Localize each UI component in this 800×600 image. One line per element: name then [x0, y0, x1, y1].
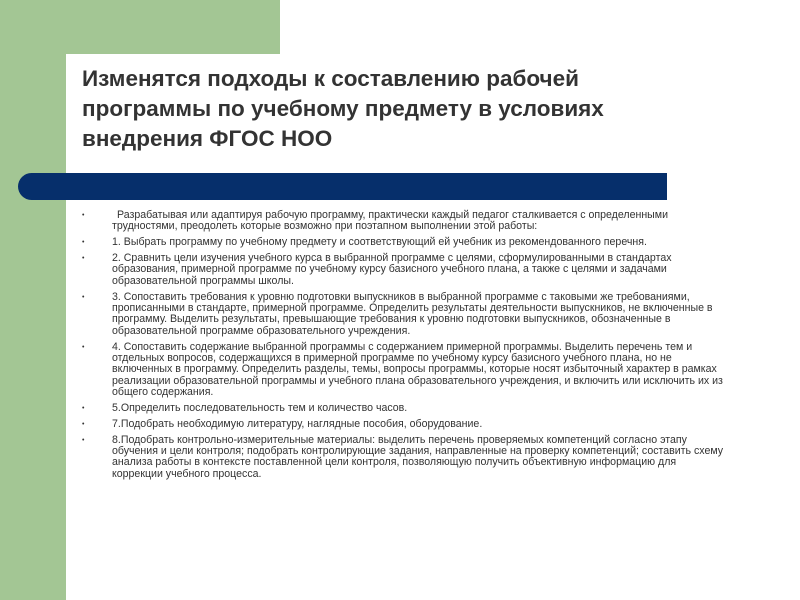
bullet-text: 5.Определить последовательность тем и количество часов.: [112, 402, 408, 415]
bullet-text: 4. Сопоставить содержание выбранной программы с содержанием примерной программы. Выделить перечень тем и отдельных вопросов, содержащихся в примерной программе по учебному курсу базисного учебного плана, но не включенных в программу. Определить разделы, темы, вопросы программы, которые носят избыточный характер в рамках реализации образовательной программы и учебного плана образовательного учреждения, и включить или исключить их из общего содержания.: [112, 340, 723, 399]
bullet-item: [78, 210, 726, 233]
bullet-icon: •: [82, 255, 85, 262]
bullet-text: Разрабатывая или адаптируя рабочую программу, практически каждый педагог сталкивается с определенными трудностями, преодолеть которые возможно при поэтапном выполнении этой работы:: [112, 209, 668, 233]
bullet-item: [78, 403, 726, 414]
top-green-band: [0, 0, 280, 54]
bullet-text: 2. Сравнить цели изучения учебного курса в выбранной программе с целями, сформулированными в стандартах образования, примерной программе по учебному курсу базисного учебного плана, а также с целями и задачами образовательной программы школы.: [112, 252, 672, 287]
title-line: Изменятся подходы к составлению рабочей: [82, 66, 579, 91]
bullet-item: [78, 419, 726, 430]
bullet-icon: •: [82, 405, 85, 413]
slide-title: [82, 64, 722, 154]
bullet-item: [78, 253, 726, 287]
title-line: программы по учебному предмету в условиях: [82, 96, 604, 121]
title-divider-bar: [18, 173, 667, 200]
bullet-text: 3. Сопоставить требования к уровню подготовки выпускников в выбранной программе с таковыми же требованиями, прописанными в стандарте, примерной программе. Определить результаты деятельности выпускников, не включенные в программу. Выделить результаты, превышающие требования к уровню подготовки выпускников, обозначенные в образовательной программе образовательного учреждения.: [112, 290, 713, 337]
bullet-list: [78, 210, 726, 485]
bullet-icon: •: [82, 239, 85, 247]
title-line: внедрения ФГОС НОО: [82, 126, 333, 151]
bullet-icon: •: [82, 343, 85, 351]
bullet-item: [78, 342, 726, 399]
bullet-item: [78, 292, 726, 338]
bullet-text: 7.Подобрать необходимую литературу, наглядные пособия, оборудование.: [112, 417, 483, 430]
bullet-icon: •: [82, 212, 85, 219]
left-green-band: [0, 0, 66, 600]
bullet-icon: •: [82, 293, 85, 301]
bullet-icon: •: [82, 420, 85, 428]
bullet-text: 8.Подобрать контрольно-измерительные материалы: выделить перечень проверяемых компетенций согласно этапу обучения и цели контроля; подобрать контролирующие задания, направленные на проверку компетенций; составить схему анализа работы в контексте поставленной цели контроля, позволяющую получить объективную информацию для коррекции учебного процесса.: [112, 433, 724, 480]
bullet-icon: •: [82, 436, 85, 444]
bullet-item: [78, 435, 726, 481]
bullet-text: 1. Выбрать программу по учебному предмету и соответствующий ей учебник из рекомендованного перечня.: [112, 236, 647, 249]
bullet-item: [78, 237, 726, 248]
